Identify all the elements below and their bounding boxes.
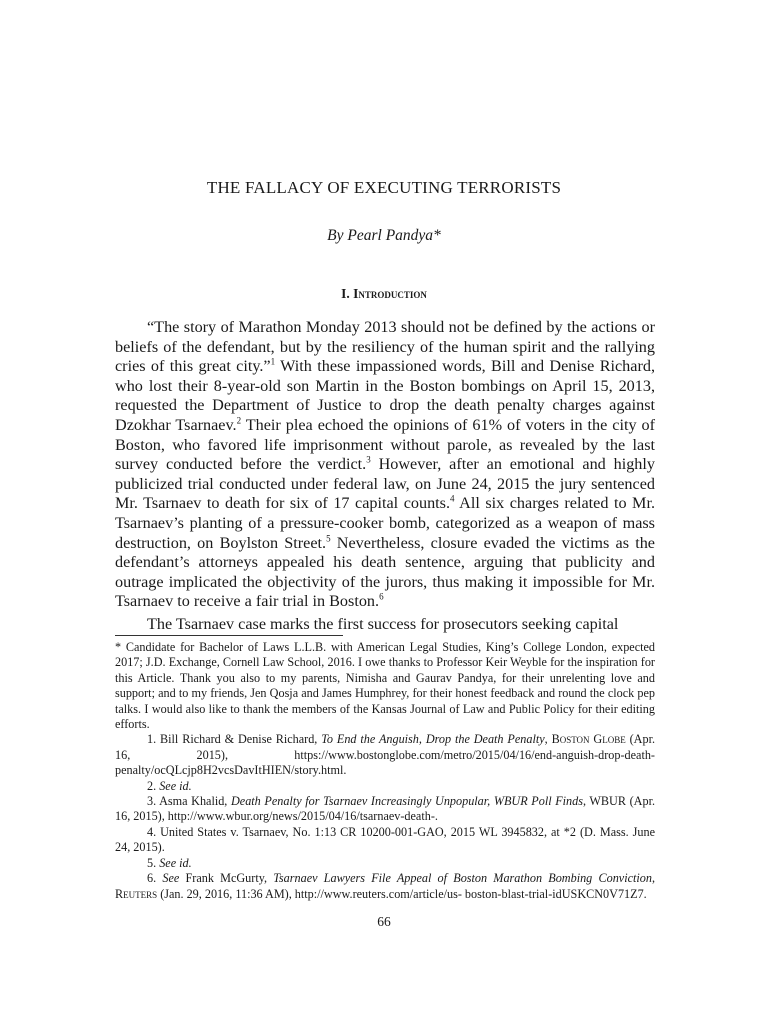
publication-name: Boston Globe [551,732,626,747]
text-run: 3. Asma Khalid, [147,794,231,809]
paragraph: The Tsarnaev case marks the first success for prosecutors seeking capital [147,614,619,633]
body-text [115,318,655,635]
footnote-ref[interactable]: 5 [326,533,331,544]
paragraph [115,318,655,612]
footnote-ref[interactable]: 6 [379,591,384,602]
text-run: With these impassioned words, Bill and Denise Richard, who lost their 8-year-old son Martin in the Boston bombings on April 15, 2013, requested the Department of Justice to drop the death penalty charges against Dzokhar Tsarnaev. [115,357,655,434]
footnote-ref[interactable]: 2 [236,415,242,426]
text-run: 6. [147,871,163,886]
section-heading [0,286,768,302]
text-run: All six charges related to Mr. Tsarnaev’s planting of a pressure-cooker bomb, categorized as a weapon of mass destruction, on Boylston Street. [115,494,655,552]
text-run: , [651,871,655,886]
text-run: 2. [147,778,160,793]
text-run: (Jan. 29, 2016, 11:36 AM), http://www.reuters.com/article/us- boston-blast-trial-idUSKCN0V71Z7. [157,886,647,901]
text-run: Their plea echoed the opinions of 61% of voters in the city of Boston, who favored life imprisonment without parole, as revealed by the last survey conducted before the verdict. [115,415,655,474]
page-number: 66 [377,914,391,929]
footnote-4: 4. United States v. Tsarnaev, No. 1:13 CR 10200-001-GAO, 2015 WL 3945832, at *2 (D. Mass. June 24, 2015). [115,824,655,855]
section-title: Introduction [353,286,427,301]
footnote-ref[interactable]: 1 [270,356,276,367]
text-run: Nevertheless, closure evaded the victims as the defendant’s attorneys appealed his death sentence, arguing that publicity and outrage implicated the objectivity of the jurors, thus making it impossible for Mr. Tsarnaev to receive a fair trial in Boston. [115,533,655,611]
article-title: THE FALLACY OF EXECUTING TERRORISTS [206,178,562,197]
cited-title: Tsarnaev Lawyers File Appeal of Boston Marathon Bombing Conviction [273,871,652,886]
cited-title: To End the Anguish, Drop the Death Penalty [321,732,545,747]
citation-signal: See id. [159,855,192,870]
footnote-author: * Candidate for Bachelor of Laws L.L.B. with American Legal Studies, King’s College London, expected 2017; J.D. Exchange, Cornell Law School, 2016. I owe thanks to Professor Keir Weyble for the inspiration for this Article. Thank you also to my parents, Nimisha and Gaurav Pandya, for their unrelenting love and support; and to my friends, Jen Qosja and James Humphrey, for their honest feedback and round the clock pep talks. I would also like to thank the members of the Kansas Journal of Law and Public Policy for their editing efforts. [115,640,655,732]
citation-signal: See [162,871,180,886]
footnote-5 [115,856,655,871]
text-run: Frank McGurty, [179,871,274,886]
text-run: “The story of Marathon Monday 2013 should not be defined by the actions or beliefs of the defendant, but by the resiliency of the human spirit and the rallying cries of this great city.” [115,318,655,376]
footnote-divider [115,635,343,636]
footnote-3 [115,794,655,825]
footnotes [115,640,655,902]
text-run: , WBUR (Apr. 16, 2015), http://www.wbur.org/news/2015/04/16/tsarnaev-death-. [115,794,655,824]
publication-name: Reuters [115,886,158,901]
footnote-2 [115,779,655,794]
footnote-ref[interactable]: 4 [450,493,455,504]
text-run: However, after an emotional and highly publicized trial conducted under federal law, on June 24, 2015 the jury sentenced Mr. Tsarnaev to death for six of 17 capital counts. [115,455,655,513]
cited-title: Death Penalty for Tsarnaev Increasingly Unpopular, WBUR Poll Finds [230,794,583,809]
text-run: 5. [147,855,160,870]
text-run: 1. Bill Richard & Denise Richard, [147,732,322,747]
text-run: (Apr. 16, 2015), https://www.bostonglobe.com/metro/2015/04/16/end-anguish-drop-death-penalty/ocQLcjp8H2vcsDavItHIEN/story.html. [115,732,656,778]
section-number: I. [341,286,350,301]
text-run: , [544,732,552,747]
author-byline: By Pearl Pandya* [327,227,441,244]
footnote-6 [115,871,655,902]
footnote-ref[interactable]: 3 [366,454,371,465]
footnote-1 [115,732,655,778]
citation-signal: See id. [159,778,192,793]
